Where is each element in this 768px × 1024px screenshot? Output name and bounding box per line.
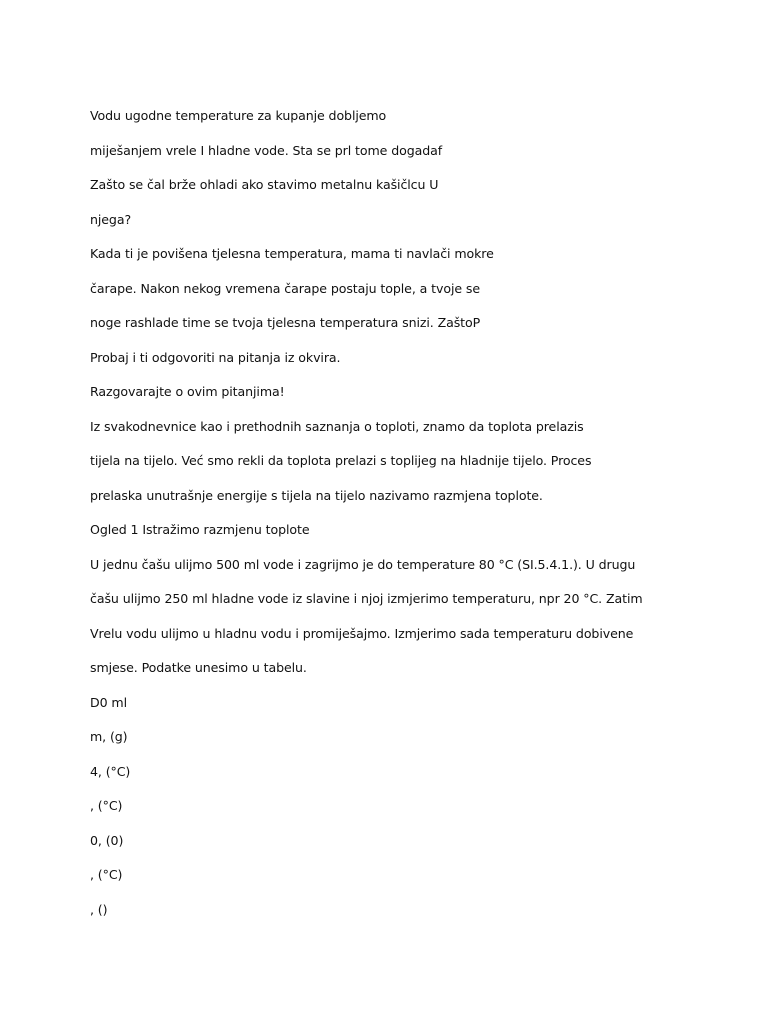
text-line: Zašto se čal brže ohladi ako stavimo metalnu kašičlcu U bbox=[90, 177, 439, 192]
table-fragment-line: , (°C) bbox=[90, 867, 123, 882]
table-fragment-line: m, (g) bbox=[90, 729, 128, 744]
text-line: Vodu ugodne temperature za kupanje dobljemo bbox=[90, 108, 387, 123]
text-line: noge rashlade time se tvoja tjelesna temperatura snizi. ZaštoP bbox=[90, 315, 481, 330]
text-line: prelaska unutrašnje energije s tijela na tijelo nazivamo razmjena toplote. bbox=[90, 487, 543, 503]
text-line: Probaj i ti odgovoriti na pitanja iz okvira. bbox=[90, 349, 341, 365]
section-heading: Ogled 1 Istražimo razmjenu toplote bbox=[90, 522, 310, 537]
table-fragment-line: 4, (°C) bbox=[90, 763, 131, 779]
text-line: Iz svakodnevnice kao i prethodnih saznanja o toploti, znamo da toplota prelazis bbox=[90, 418, 584, 434]
text-line: čarape. Nakon nekog vremena čarape postaju tople, a tvoje se bbox=[90, 280, 481, 296]
text-line: čašu ulijmo 250 ml hladne vode iz slavine i njoj izmjerimo temperaturu, npr 20 °C. Zatim bbox=[90, 591, 643, 606]
table-fragment-line: 0, (0) bbox=[90, 832, 124, 848]
text-line: Kada ti je povišena tjelesna temperatura, mama ti navlači mokre bbox=[90, 246, 494, 261]
text-line: njega? bbox=[90, 211, 132, 227]
text-line: smjese. Podatke unesimo u tabelu. bbox=[90, 660, 307, 675]
text-body bbox=[90, 107, 730, 935]
text-line: Razgovarajte o ovim pitanjima! bbox=[90, 384, 285, 399]
text-line: tijela na tijelo. Već smo rekli da toplota prelazi s toplijeg na hladnije tijelo. Proces bbox=[90, 453, 592, 468]
table-fragment-line: , () bbox=[90, 901, 108, 917]
text-line: U jednu čašu ulijmo 500 ml vode i zagrijmo je do temperature 80 °C (SI.5.4.1.). U drugu bbox=[90, 556, 636, 572]
table-fragment-line: , (°C) bbox=[90, 798, 123, 813]
text-line: miješanjem vrele I hladne vode. Sta se prl tome dogadaf bbox=[90, 142, 443, 158]
text-line: Vrelu vodu ulijmo u hladnu vodu i promiješajmo. Izmjerimo sada temperaturu dobivene bbox=[90, 625, 634, 641]
table-fragment-line: D0 ml bbox=[90, 694, 127, 710]
